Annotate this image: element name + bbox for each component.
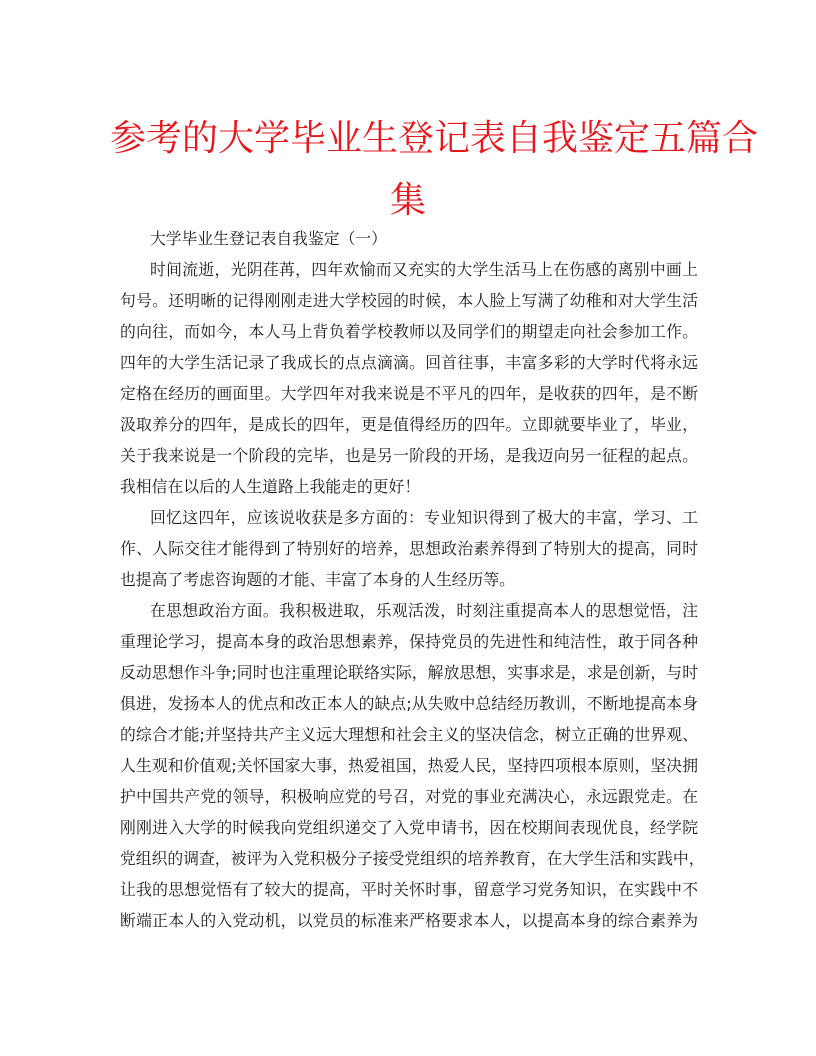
paragraph-2 (120, 502, 698, 595)
document-body (120, 223, 705, 936)
title-line-2: 集 (389, 180, 426, 221)
text-line: 让我的思想觉悟有了较大的提高，平时关怀时事，留意学习党务知识，在实践中不 (120, 880, 698, 899)
text-line: 俱进，发扬本人的优点和改正本人的缺点;从失败中总结经历教训，不断地提高本身 (120, 694, 698, 713)
title-line-1: 参考的大学毕业生登记表自我鉴定五篇合 (110, 118, 759, 159)
text-line: 我相信在以后的人生道路上我能走的更好！ (120, 477, 421, 496)
text-line: 断端正本人的入党动机，以党员的标准来严格要求本人，以提高本身的综合素养为 (120, 911, 698, 930)
text-line: 的向往，而如今，本人马上背负着学校教师以及同学们的期望走向社会参加工作。 (120, 322, 698, 341)
text-line: 刚刚进入大学的时候我向党组织递交了入党申请书，因在校期间表现优良，经学院 (120, 818, 698, 837)
text-line: 在思想政治方面。我积极进取，乐观活泼，时刻注重提高本人的思想觉悟，注 (150, 601, 698, 620)
paragraph-1 (120, 254, 698, 502)
text-line: 定格在经历的画面里。大学四年对我来说是不平凡的四年，是收获的四年，是不断 (120, 384, 698, 403)
text-line: 重理论学习，提高本身的政治思想素养，保持党员的先进性和纯洁性，敢于同各种 (120, 632, 698, 651)
text-line: 回忆这四年，应该说收获是多方面的：专业知识得到了极大的丰富，学习、工 (150, 508, 698, 527)
text-line: 汲取养分的四年，是成长的四年，更是值得经历的四年。立即就要毕业了，毕业， (120, 415, 698, 434)
text-line: 护中国共产党的领导，积极响应党的号召，对党的事业充满决心，永远跟党走。在 (120, 787, 698, 806)
document-title (110, 108, 759, 232)
text-line: 句号。还明晰的记得刚刚走进大学校园的时候，本人脸上写满了幼稚和对大学生活 (120, 291, 698, 310)
text-line: 的综合才能;并坚持共产主义远大理想和社会主义的坚决信念，树立正确的世界观、 (120, 725, 698, 744)
text-line: 四年的大学生活记录了我成长的点点滴滴。回首往事，丰富多彩的大学时代将永远 (120, 353, 698, 372)
paragraph-3 (120, 595, 705, 936)
text-line: 也提高了考虑咨询题的才能、丰富了本身的人生经历等。 (120, 570, 515, 589)
text-line: 关于我来说是一个阶段的完毕，也是另一阶段的开场，是我迈向另一征程的起点。 (120, 446, 698, 465)
text-line: 反动思想作斗争;同时也注重理论联络实际，解放思想，实事求是，求是创新，与时 (120, 663, 698, 682)
section-heading: 大学毕业生登记表自我鉴定（一） (150, 229, 387, 248)
text-line: 作、人际交往才能得到了特别好的培养，思想政治素养得到了特别大的提高，同时 (120, 539, 698, 558)
text-line: 党组织的调查，被评为入党积极分子接受党组织的培养教育，在大学生活和实践中， (120, 849, 705, 868)
text-line: 时间流逝，光阴荏苒，四年欢愉而又充实的大学生活马上在伤感的离别中画上 (150, 260, 698, 279)
text-line: 人生观和价值观;关怀国家大事，热爱祖国，热爱人民，坚持四项根本原则，坚决拥 (120, 756, 698, 775)
